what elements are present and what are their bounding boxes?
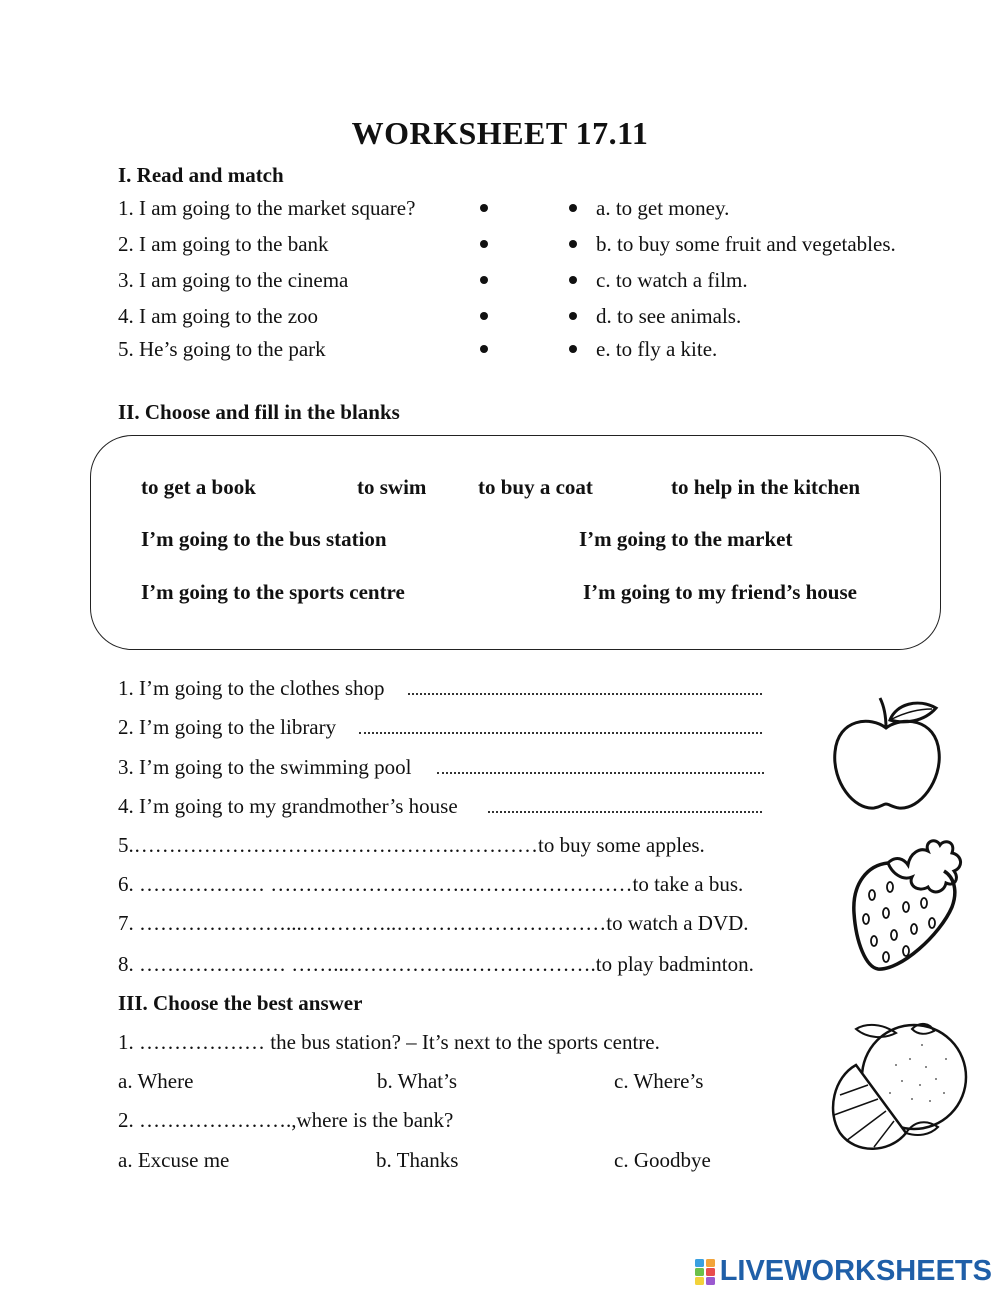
word-bank-item: I’m going to the market <box>579 527 793 551</box>
match-right-c: c. to watch a film. <box>596 268 748 292</box>
word-bank-item: I’m going to my friend’s house <box>583 580 857 604</box>
apple-icon <box>826 690 946 815</box>
orange-icon <box>826 1015 971 1155</box>
q1-option-b[interactable]: b. What’s <box>377 1069 458 1093</box>
match-left-1: 1. I am going to the market square? <box>118 196 416 220</box>
section2-heading: II. Choose and fill in the blanks <box>118 400 400 424</box>
match-left-dot-5[interactable] <box>480 345 488 353</box>
section1-heading: I. Read and match <box>118 163 284 187</box>
q2-option-a[interactable]: a. Excuse me <box>118 1148 230 1172</box>
liveworksheets-logo-icon <box>694 1258 716 1286</box>
fill-item-3: 3. I’m going to the swimming pool <box>118 755 412 779</box>
match-right-e: e. to fly a kite. <box>596 337 718 361</box>
match-right-dot-e[interactable] <box>569 345 577 353</box>
match-left-3: 3. I am going to the cinema <box>118 268 349 292</box>
fill-item-4: 4. I’m going to my grandmother’s house <box>118 794 458 818</box>
match-right-dot-d[interactable] <box>569 312 577 320</box>
section3-heading: III. Choose the best answer <box>118 991 363 1015</box>
question-1: 1. ……………… the bus station? – It’s next to the sports centre. <box>118 1030 660 1054</box>
q2-option-c[interactable]: c. Goodbye <box>614 1148 711 1172</box>
match-left-2: 2. I am going to the bank <box>118 232 329 256</box>
word-bank-item: to buy a coat <box>478 475 593 499</box>
fill-item-2: 2. I’m going to the library <box>118 715 337 739</box>
word-bank-item: to help in the kitchen <box>671 475 861 499</box>
match-left-5: 5. He’s going to the park <box>118 337 326 361</box>
match-right-dot-a[interactable] <box>569 204 577 212</box>
fill-item-8[interactable]: 8. ………………… ……...……………..……………….to play badminton. <box>118 952 754 976</box>
fill-blank-3[interactable] <box>437 772 764 774</box>
fill-blank-4[interactable] <box>488 811 762 813</box>
match-right-d: d. to see animals. <box>596 304 742 328</box>
word-bank-item: I’m going to the sports centre <box>141 580 405 604</box>
match-left-dot-3[interactable] <box>480 276 488 284</box>
strawberry-icon <box>848 835 966 975</box>
fill-item-1: 1. I’m going to the clothes shop <box>118 676 385 700</box>
liveworksheets-logo-text: LIVEWORKSHEETS <box>719 1255 992 1287</box>
fill-blank-2[interactable] <box>359 732 762 734</box>
match-left-dot-4[interactable] <box>480 312 488 320</box>
match-left-dot-1[interactable] <box>480 204 488 212</box>
match-right-b: b. to buy some fruit and vegetables. <box>596 232 896 256</box>
fill-item-7[interactable]: 7. …………………...…………..…………………………to watch a DVD. <box>118 911 749 935</box>
fill-item-5[interactable]: 5.……………………………………….…………to buy some apples. <box>118 833 705 857</box>
word-bank-item: I’m going to the bus station <box>141 527 387 551</box>
match-right-dot-b[interactable] <box>569 240 577 248</box>
q2-option-b[interactable]: b. Thanks <box>376 1148 459 1172</box>
q1-option-a[interactable]: a. Where <box>118 1069 194 1093</box>
q1-option-c[interactable]: c. Where’s <box>614 1069 704 1093</box>
page-title: WORKSHEET 17.11 <box>351 115 649 151</box>
match-right-dot-c[interactable] <box>569 276 577 284</box>
fill-item-6[interactable]: 6. ……………… ……………………….……………………to take a bus. <box>118 872 744 896</box>
match-right-a: a. to get money. <box>596 196 730 220</box>
liveworksheets-logo <box>694 1255 992 1288</box>
word-bank-item: to get a book <box>141 475 256 499</box>
word-bank-item: to swim <box>357 475 427 499</box>
match-left-dot-2[interactable] <box>480 240 488 248</box>
fill-blank-1[interactable] <box>408 693 762 695</box>
question-2: 2. ………………….,where is the bank? <box>118 1108 454 1132</box>
match-left-4: 4. I am going to the zoo <box>118 304 319 328</box>
